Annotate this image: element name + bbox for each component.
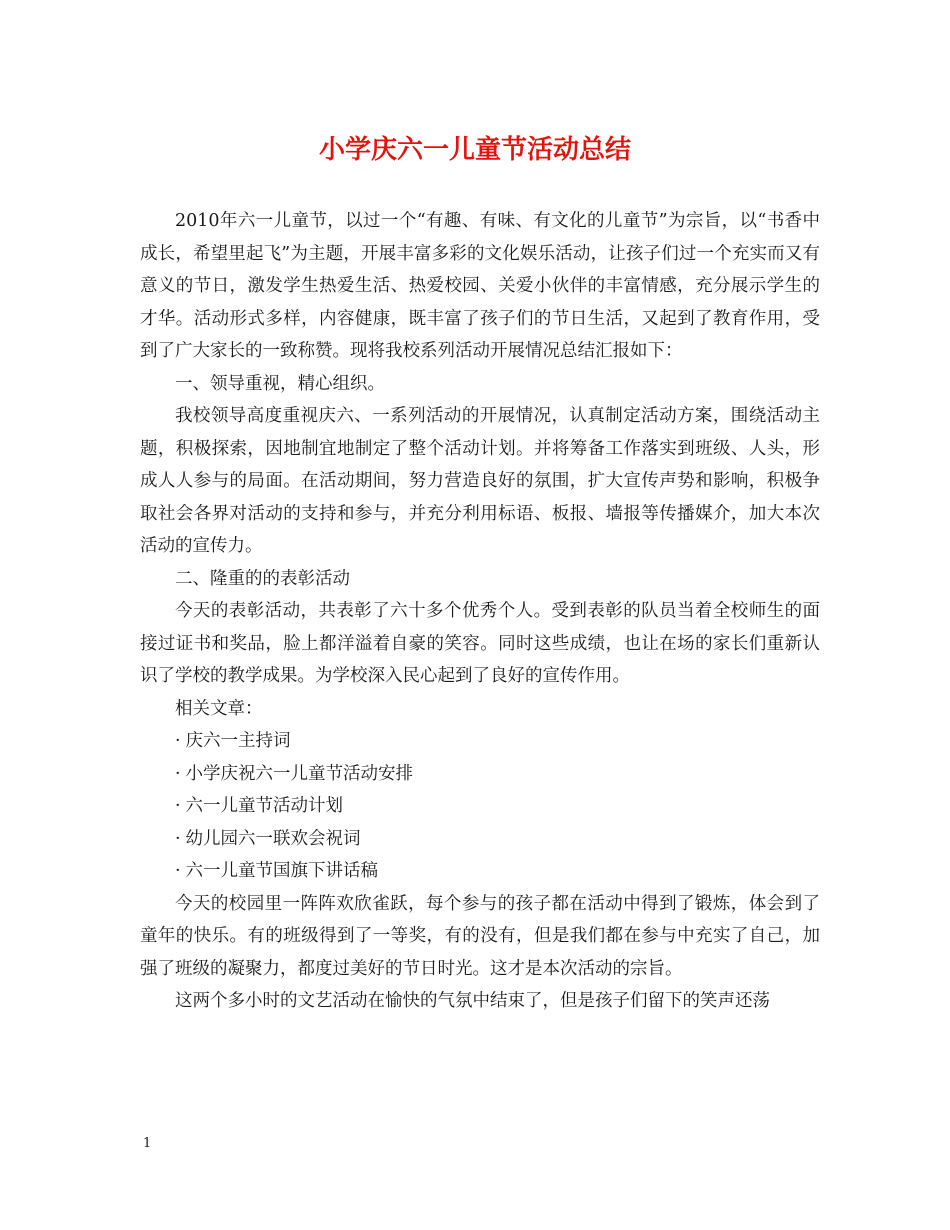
related-article-link[interactable] bbox=[140, 758, 820, 791]
related-article-title: 六一儿童节国旗下讲话稿 bbox=[185, 861, 378, 881]
related-article-title: 庆六一主持词 bbox=[185, 731, 291, 751]
section-heading-1: 一、领导重视，精心组织。 bbox=[175, 373, 385, 394]
paragraph-awards: 今天的表彰活动，共表彰了六十多个优秀个人。受到表彰的队员当着全校师生的面接过证书和奖品，脸上都洋溢着自豪的笑容。同时这些成绩，也让在场的家长们重新认识了学校的教学成果。为学校深入民心起到了良好的宣传作用。 bbox=[140, 601, 820, 686]
page-number: 1 bbox=[143, 1136, 152, 1151]
paragraph-intro: 2010年六一儿童节，以过一个“有趣、有味、有文化的儿童节”为宗旨，以“书香中成长，希望里起飞”为主题，开展丰富多彩的文化娱乐活动，让孩子们过一个充实而又有意义的节日，激发学生热爱生活、热爱校园、关爱小伙伴的丰富情感，充分展示学生的才华。活动形式多样，内容健康，既丰富了孩子们的节日生活，又起到了教育作用，受到了广大家长的一致称赞。现将我校系列活动开展情况总结汇报如下： bbox=[140, 211, 820, 361]
section-heading-2: 二、隆重的的表彰活动 bbox=[175, 568, 350, 589]
related-article-title: 六一儿童节活动计划 bbox=[185, 796, 343, 816]
bullet-icon: · bbox=[175, 796, 181, 816]
related-article-link[interactable] bbox=[140, 725, 820, 758]
document-title: 小学庆六一儿童节活动总结 bbox=[318, 135, 631, 165]
paragraph-ending: 这两个多小时的文艺活动在愉快的气氛中结束了，但是孩子们留下的笑声还荡 bbox=[175, 991, 770, 1011]
paragraph-campus: 今天的校园里一阵阵欢欣雀跃，每个参与的孩子都在活动中得到了锻炼，体会到了童年的快乐。有的班级得到了一等奖，有的没有，但是我们都在参与中充实了自己，加强了班级的凝聚力，都度过美好的节日时光。这才是本次活动的宗旨。 bbox=[140, 893, 820, 979]
bullet-icon: · bbox=[175, 861, 181, 881]
document-body bbox=[140, 205, 820, 1018]
paragraph-leadership: 我校领导高度重视庆六、一系列活动的开展情况，认真制定活动方案，围绕活动主题，积极探索，因地制宜地制定了整个活动计划。并将筹备工作落实到班级、人头，形成人人参与的局面。在活动期间，努力营造良好的氛围，扩大宣传声势和影响，积极争取社会各界对活动的支持和参与，并充分利用标语、板报、墙报等传播媒介，加大本次活动的宣传力。 bbox=[140, 406, 820, 556]
related-article-title: 小学庆祝六一儿童节活动安排 bbox=[185, 763, 413, 784]
bullet-icon: · bbox=[175, 731, 181, 751]
related-articles-heading: 相关文章： bbox=[175, 698, 263, 719]
related-article-link[interactable] bbox=[140, 823, 820, 856]
bullet-icon: · bbox=[175, 828, 181, 849]
related-article-link[interactable] bbox=[140, 790, 820, 823]
related-article-title: 幼儿园六一联欢会祝词 bbox=[185, 828, 361, 849]
bullet-icon: · bbox=[175, 763, 181, 784]
related-article-link[interactable] bbox=[140, 855, 820, 888]
